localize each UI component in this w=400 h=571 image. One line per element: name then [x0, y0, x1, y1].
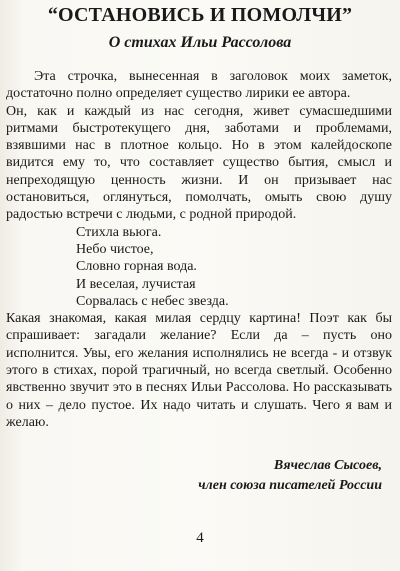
- poem-line: Небо чистое,: [76, 241, 154, 257]
- article-subtitle: О стихах Ильи Рассолова: [108, 34, 292, 51]
- poem-line: Сорвалась с небес звезда.: [76, 293, 229, 309]
- author-signature: [198, 456, 382, 496]
- author-role: член союза писателей России: [198, 478, 382, 493]
- article-body: [6, 68, 392, 431]
- paragraph-main: Он, как и каждый из нас сегодня, живет сумасшедшими ритмами быстротекущего дня, заботами и проблемами, взявшими нас в плотное кольцо. Но в этом калейдоскопе видится ему то, что составляет существо бытия, смысл и непреходящую ценность жизни. И он призывает нас остановиться, оглянуться, помолчать, омыть свою душу радостью встречи с людьми, с родной природой.: [6, 103, 392, 223]
- paragraph-intro: Эта строчка, вынесенная в заголовок моих заметок, достаточно полно определяет существо лирики ее автора.: [6, 69, 392, 102]
- paragraph-closing: Какая знакомая, какая милая сердцу картина! Поэт как бы спрашивает: загадали желание? Если да – пусть оно исполнится. Увы, его желания исполнялись не всегда - и отзвук этого в стихах, порой трагичный, но всегда светлый. Особенно явственно звучит это в песнях Ильи Рассолова. Но рассказывать о них – дело пустое. Их надо читать и слушать. Чего я вам и желаю.: [6, 311, 392, 430]
- page-number: 4: [196, 530, 204, 546]
- poem-line: И веселая, лучистая: [76, 276, 196, 292]
- poem-quote: [6, 224, 392, 310]
- author-name: Вячеслав Сысоев,: [273, 458, 382, 473]
- article-title: “ОСТАНОВИСЬ И ПОМОЛЧИ”: [47, 4, 353, 26]
- poem-line: Стихла вьюга.: [76, 224, 162, 240]
- poem-line: Словно горная вода.: [76, 259, 197, 275]
